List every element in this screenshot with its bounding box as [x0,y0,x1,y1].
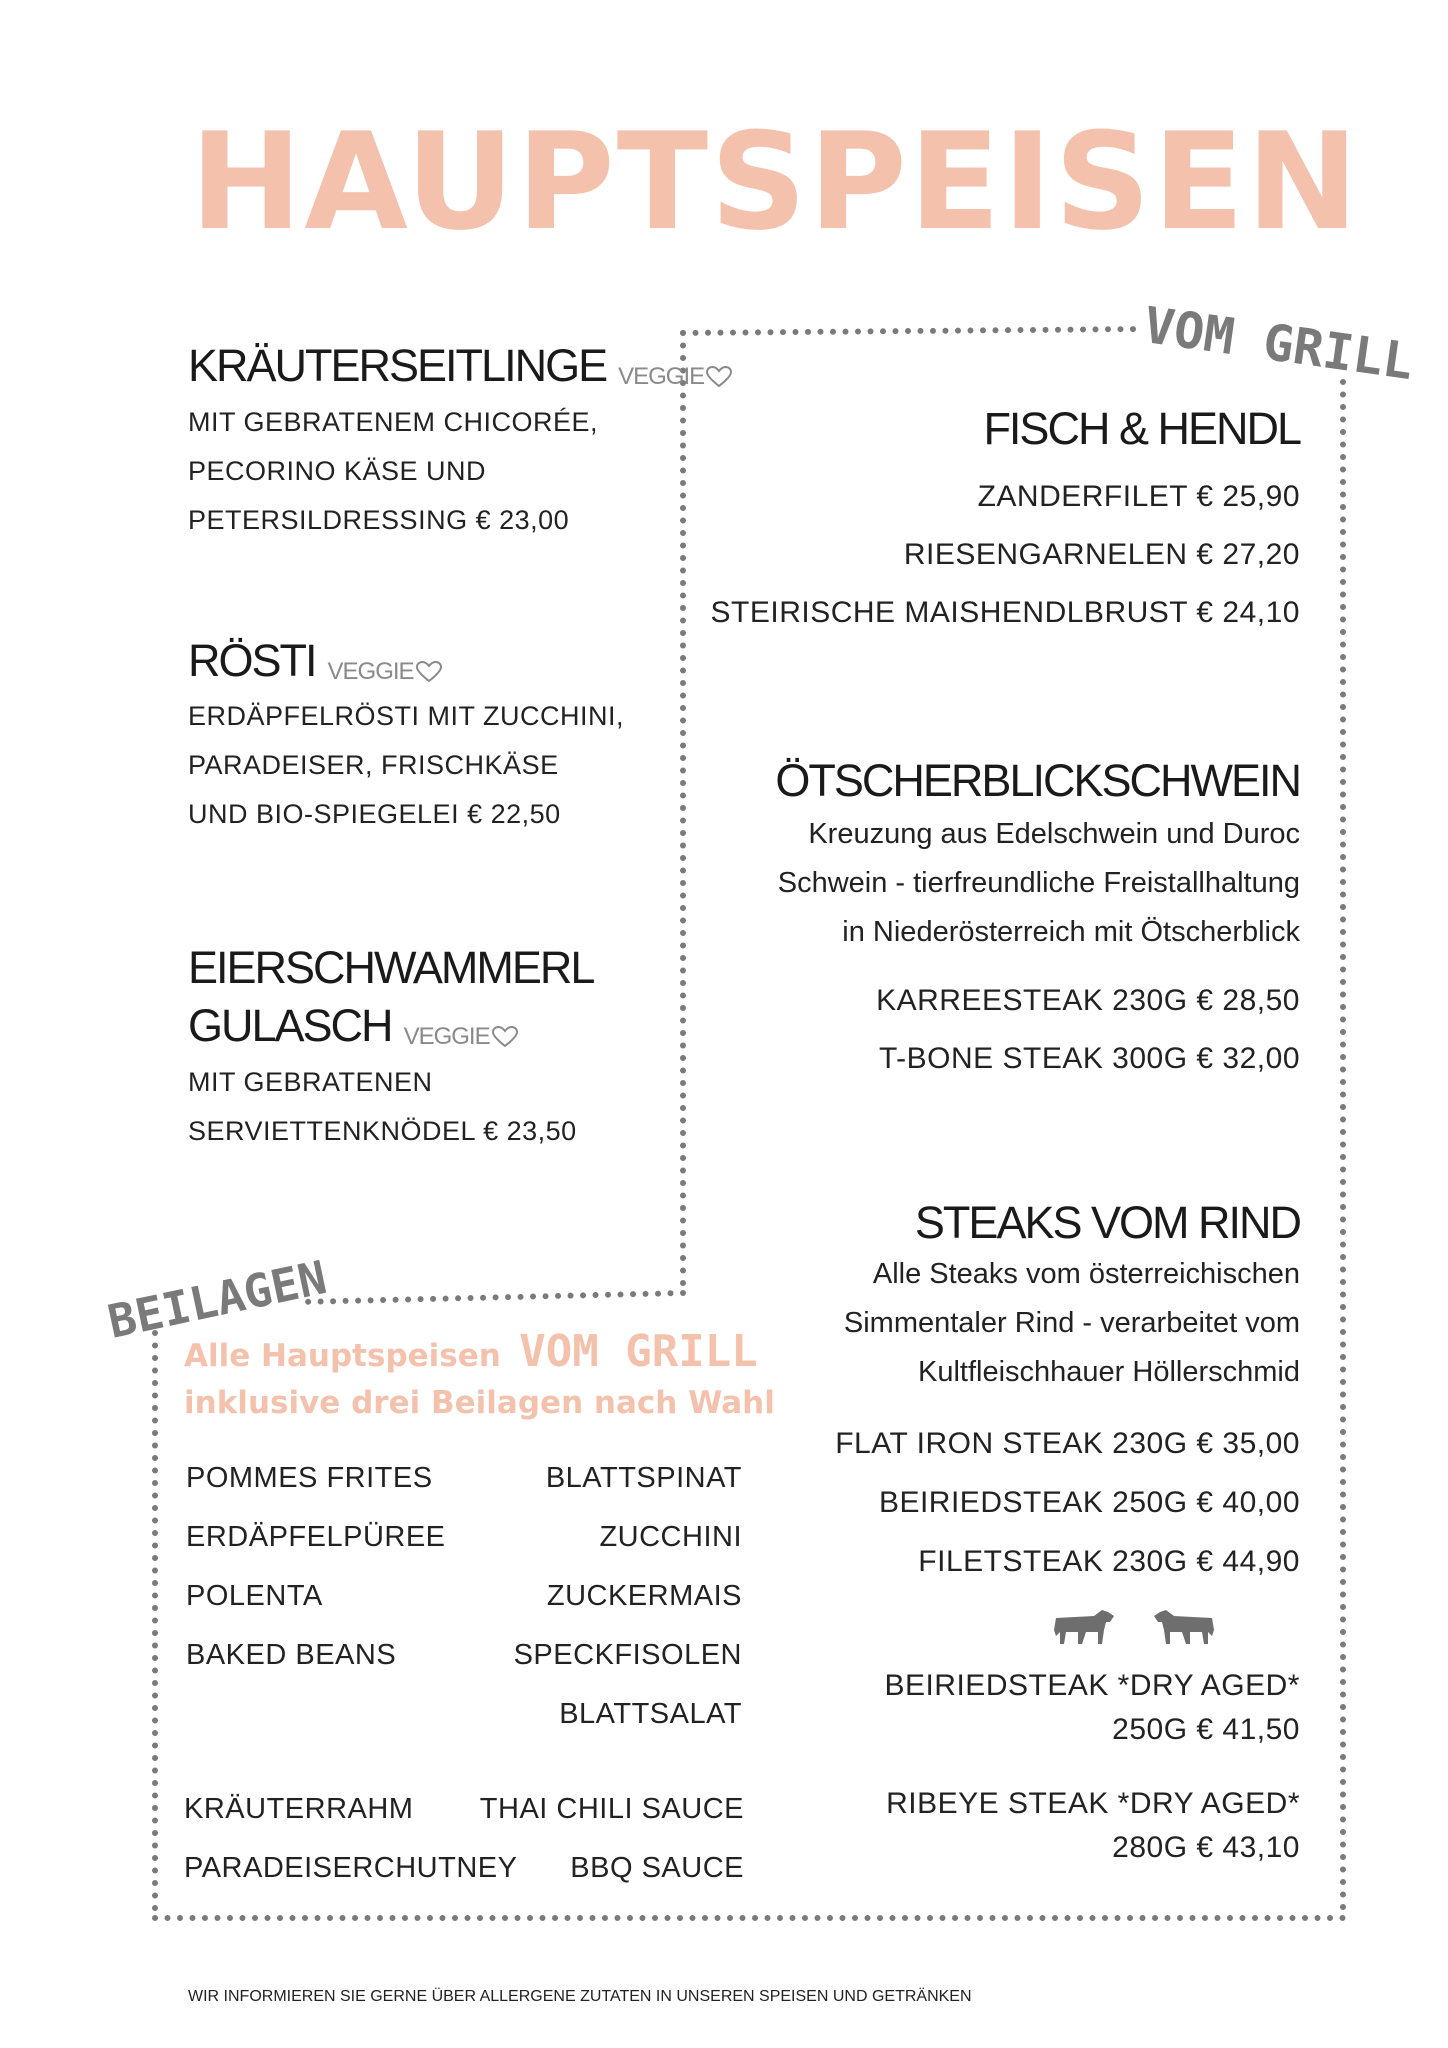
heart-icon [492,1026,518,1048]
beilagen-frame-top [300,1293,683,1302]
section-heading-schwein: ÖTSCHERBLICKSCHWEIN [775,755,1300,806]
dish-description: ERDÄPFELRÖSTI MIT ZUCCHINI, PARADEISER, FRISCHKÄSE UND BIO-SPIEGELEI € 22,50 [188,701,625,829]
sauces-left-list [184,1780,517,1898]
dish-description: MIT GEBRATENEM CHICORÉE, PECORINO KÄSE UND PETERSILDRESSING € 23,00 [188,407,599,535]
list-item: BLATTSPINAT [545,1462,742,1494]
vom-grill-label: VOM GRILL [1140,296,1417,392]
list-item: ZUCCHINI [599,1521,742,1553]
dish-name: GULASCH [188,1000,392,1051]
list-item: ERDÄPFELPÜREE [186,1521,446,1553]
section-heading-rind: STEAKS VOM RIND [914,1197,1300,1248]
heart-icon [706,366,732,388]
allergen-footer: WIR INFORMIEREN SIE GERNE ÜBER ALLERGENE ZUTATEN IN UNSEREN SPEISEN UND GETRÄNKEN [188,1988,972,2005]
fisch-items: ZANDERFILET € 25,90 RIESENGARNELEN € 27,20 STEIRISCHE MAISHENDLBRUST € 24,10 [710,480,1300,629]
list-item: KRÄUTERRAHM [184,1793,414,1825]
veggie-tag: VEGGIE [328,658,442,685]
list-item: SPECKFISOLEN [513,1639,742,1671]
list-item: BLATTSALAT [559,1698,742,1730]
cow-icon [1052,1606,1116,1646]
list-item: BBQ SAUCE [570,1852,744,1884]
dry-aged-beiried: BEIRIEDSTEAK *DRY AGED* 250G € 41,50 [884,1669,1300,1746]
beilagen-right-list [514,1449,742,1744]
dry-aged-ribeye: RIBEYE STEAK *DRY AGED* 280G € 43,10 [886,1787,1300,1864]
beilagen-intro [184,1326,758,1377]
list-item: POMMES FRITES [186,1462,433,1494]
veggie-tag: VEGGIE [618,363,732,390]
beilagen-left-list [186,1449,446,1685]
veggie-tag: VEGGIE [404,1023,518,1050]
list-item: ZUCKERMAIS [546,1580,742,1612]
rind-description: Alle Steaks vom österreichischen Simmentaler Rind - verarbeitet vom Kultfleischhauer Höllerschmid [843,1258,1300,1388]
dish-name: KRÄUTERSEITLINGE [188,340,607,391]
dish-name-line1: EIERSCHWAMMERL [188,942,594,993]
page-title: HAUPTSPEISEN [190,104,1361,260]
beilagen-label: BEILAGEN [103,1250,332,1349]
dish-name: RÖSTI [188,635,316,686]
dish-roesti [188,635,442,686]
grill-frame-top-left [683,329,1142,333]
list-item: BAKED BEANS [186,1639,397,1671]
schwein-description: Kreuzung aus Edelschwein und Duroc Schwein - tierfreundliche Freistallhaltung in Niederösterreich mit Ötscherblick [777,818,1300,948]
rind-items: FLAT IRON STEAK 230G € 35,00 BEIRIEDSTEAK 250G € 40,00 FILETSTEAK 230G € 44,90 [835,1427,1300,1578]
intro-vom-grill: VOM GRILL [519,1326,758,1377]
list-item: PARADEISERCHUTNEY [184,1852,518,1884]
intro-line2: inklusive drei Beilagen nach Wahl [184,1385,775,1421]
dish-eierschwammerl [188,1000,518,1051]
section-heading-fisch: FISCH & HENDL [983,403,1300,454]
cow-icon [1152,1606,1216,1646]
sauces-right-list [480,1780,744,1898]
heart-icon [416,661,442,683]
list-item: THAI CHILI SAUCE [479,1793,744,1825]
schwein-items: KARREESTEAK 230G € 28,50 T-BONE STEAK 300G € 32,00 [876,984,1300,1075]
dish-description: MIT GEBRATENEN SERVIETTENKNÖDEL € 23,50 [188,1067,577,1146]
list-item: POLENTA [186,1580,323,1612]
intro-line1: Alle Hauptspeisen [184,1338,501,1374]
dish-kraeuterseitlinge [188,340,732,391]
